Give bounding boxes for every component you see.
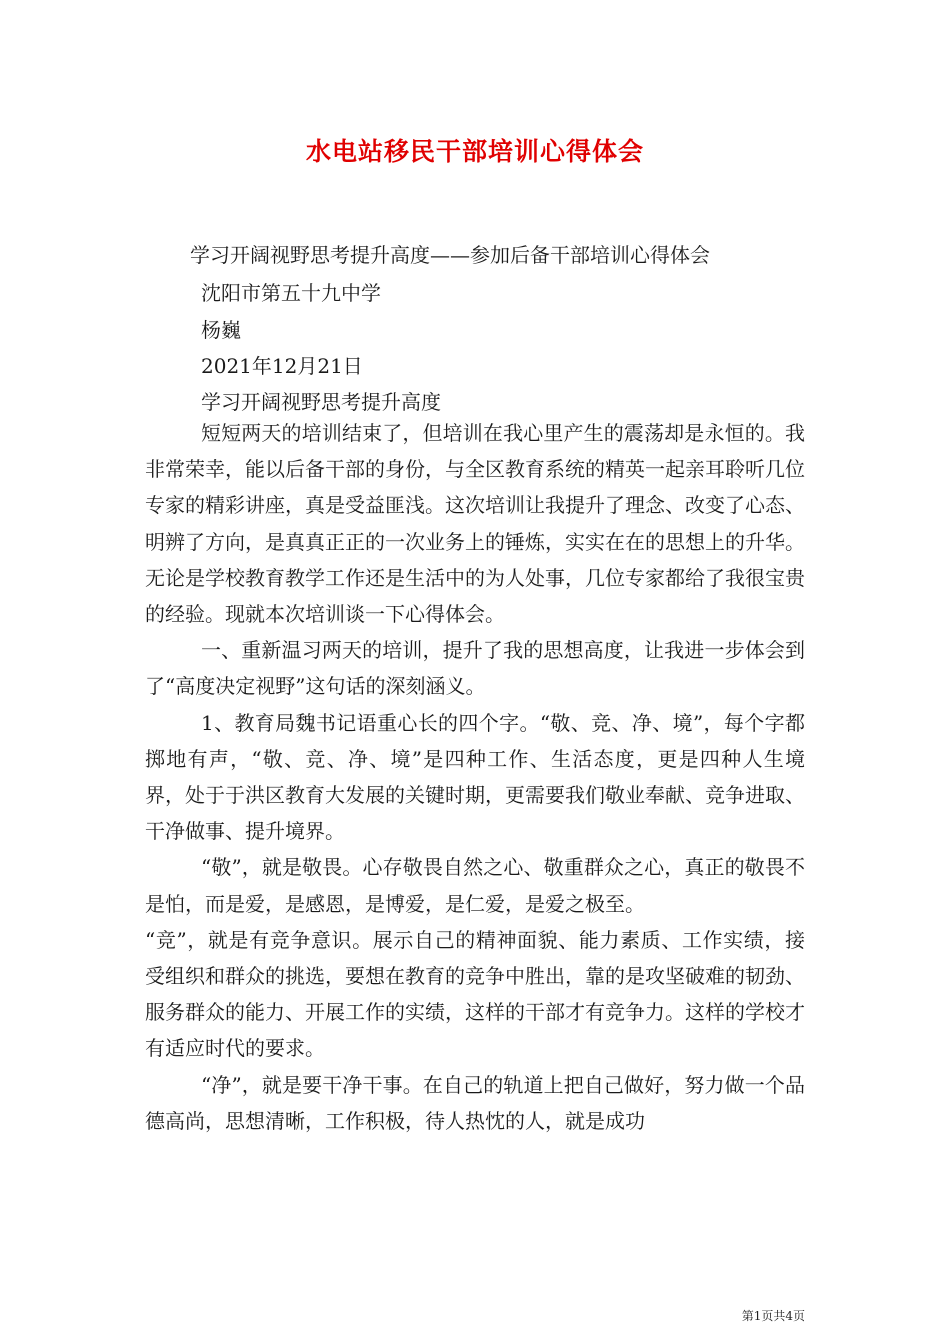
page-number-footer: 第1页共4页 [741,1309,805,1323]
document-title: 水电站移民干部培训心得体会 [305,137,644,166]
paragraph: 一、重新温习两天的培训，提升了我的思想高度，让我进一步体会到了“高度决定视野”这句话的深刻涵义。 [145,638,805,699]
body-text [145,415,805,1139]
paragraph: “净”，就是要干净干事。在自己的轨道上把自己做好，努力做一个品德高尚，思想清晰，工作积极，待人热忱的人，就是成功 [145,1072,805,1133]
paragraph: “竞”，就是有竞争意识。展示自己的精神面貌、能力素质、工作实绩，接受组织和群众的挑选，要想在教育的竞争中胜出，靠的是攻坚破难的韧劲、服务群众的能力、开展工作的实绩，这样的干部才有竞争力。这样的学校才有适应时代的要求。 [145,927,805,1061]
section-heading: 学习开阔视野思考提升高度 [201,390,441,414]
author-name: 杨巍 [201,318,241,342]
document-subtitle: 学习开阔视野思考提升高度——参加后备干部培训心得体会 [190,243,710,267]
school-name: 沈阳市第五十九中学 [201,281,381,305]
document-date: 2021年12月21日 [201,354,363,378]
paragraph: 1、教育局魏书记语重心长的四个字。“敬、竞、净、境”，每个字都掷地有声，“敬、竞、净、境”是四种工作、生活态度，更是四种人生境界，处于于洪区教育大发展的关键时期，更需要我们敬业奉献、竞争进取、干净做事、提升境界。 [145,710,805,844]
paragraph: 短短两天的培训结束了，但培训在我心里产生的震荡却是永恒的。我非常荣幸，能以后备干部的身份，与全区教育系统的精英一起亲耳聆听几位专家的精彩讲座，真是受益匪浅。这次培训让我提升了理念、改变了心态、明辨了方向，是真真正正的一次业务上的锤炼，实实在在的思想上的升华。无论是学校教育教学工作还是生活中的为人处事，几位专家都给了我很宝贵的经验。现就本次培训谈一下心得体会。 [145,421,805,627]
paragraph: “敬”，就是敬畏。心存敬畏自然之心、敬重群众之心，真正的敬畏不是怕，而是爱，是感恩，是博爱，是仁爱，是爱之极至。 [145,855,805,916]
